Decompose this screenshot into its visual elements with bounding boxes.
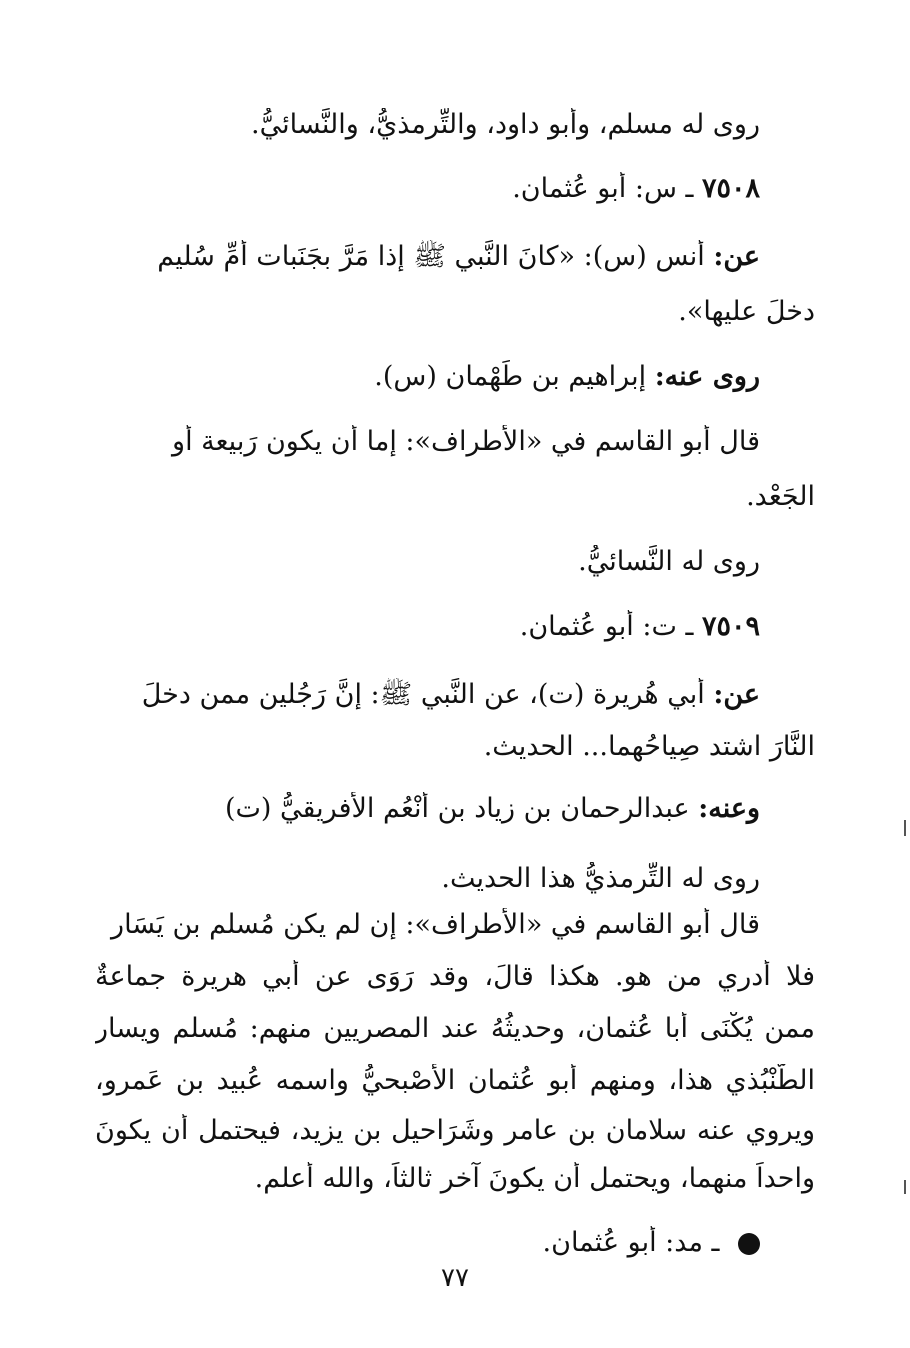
text-line: النَّارَ اشتد صِياحُهما... الحديث. bbox=[483, 731, 815, 762]
text-line: ويروي عنه سلامان بن عامر وشَرَاحيل بن يزيد، فيحتمل أن يكونَ bbox=[95, 1115, 815, 1146]
entry-title: ـ س: أبو عُثمان. bbox=[512, 173, 702, 204]
text-line: ممن يُكْنَى أبا عُثمان، وحديثُهُ عند المصريين منهم: مُسلم ويسار bbox=[95, 1013, 815, 1044]
scan-edge-mark bbox=[904, 1180, 906, 1194]
text-line: قال أبو القاسم في «الأطراف»: إما أن يكون رَبيعة أو bbox=[172, 426, 760, 457]
label-an: عن: bbox=[713, 241, 760, 272]
page-number: ٧٧ bbox=[441, 1263, 469, 1293]
line-text: أنس (س): «كانَ النَّبي ﷺ إذا مَرَّ بجَنَبات أُمِّ سُليم bbox=[157, 241, 714, 272]
entry-number: ٧٥٠٩ bbox=[701, 611, 760, 642]
label-an: عن: bbox=[713, 679, 760, 710]
text-line: الجَعْد. bbox=[746, 481, 815, 512]
line-text: عبدالرحمان بن زياد بن أنْعُم الأفريقيُّ (ت) bbox=[224, 793, 699, 824]
text-line: واحداً منهما، ويحتمل أن يكونَ آخر ثالثاً، والله أعلم. bbox=[254, 1163, 815, 1194]
entry-heading bbox=[95, 1226, 760, 1260]
text-line: فلا أدري من هو. هكذا قالَ، وقد رَوَى عن أبي هريرة جماعةٌ bbox=[95, 961, 815, 992]
entry-title: ـ ت: أبو عُثمان. bbox=[519, 611, 702, 642]
bullet-icon bbox=[738, 1233, 760, 1255]
entry-number: ٧٥٠٨ bbox=[701, 173, 760, 204]
label-rawa-anhu: روى عنه: bbox=[654, 361, 760, 392]
line-text: أبي هُريرة (ت)، عن النَّبي ﷺ: إنَّ رَجُلين ممن دخلَ bbox=[141, 679, 714, 710]
text-line bbox=[95, 792, 760, 826]
entry-title: ـ مد: أبو عُثمان. bbox=[542, 1227, 728, 1258]
text-line bbox=[95, 360, 760, 394]
text-line: روى له التِّرمذيُّ هذا الحديث. bbox=[441, 863, 760, 894]
text-line bbox=[95, 240, 760, 274]
text-line bbox=[95, 678, 760, 712]
text-line: روى له النَّسائيُّ. bbox=[578, 546, 760, 577]
text-line: روى له مسلم، وأبو داود، والتِّرمذيُّ، والنَّسائيُّ. bbox=[250, 109, 760, 140]
text-line: دخلَ عليها». bbox=[678, 296, 815, 327]
text-line: الطُّنْبُذي هذا، ومنهم أبو عُثمان الأَصْبحيُّ واسمه عُبيد بن عَمرو، bbox=[95, 1065, 815, 1096]
label-waanhu: وعنه: bbox=[698, 793, 760, 824]
text-line: قال أبو القاسم في «الأطراف»: إن لم يكن مُسلم بن يَسَار bbox=[111, 909, 760, 940]
entry-heading bbox=[95, 172, 760, 206]
line-text: إبراهيم بن طَهْمان (س). bbox=[374, 361, 655, 392]
entry-heading bbox=[95, 610, 760, 644]
scan-edge-mark bbox=[904, 820, 906, 836]
